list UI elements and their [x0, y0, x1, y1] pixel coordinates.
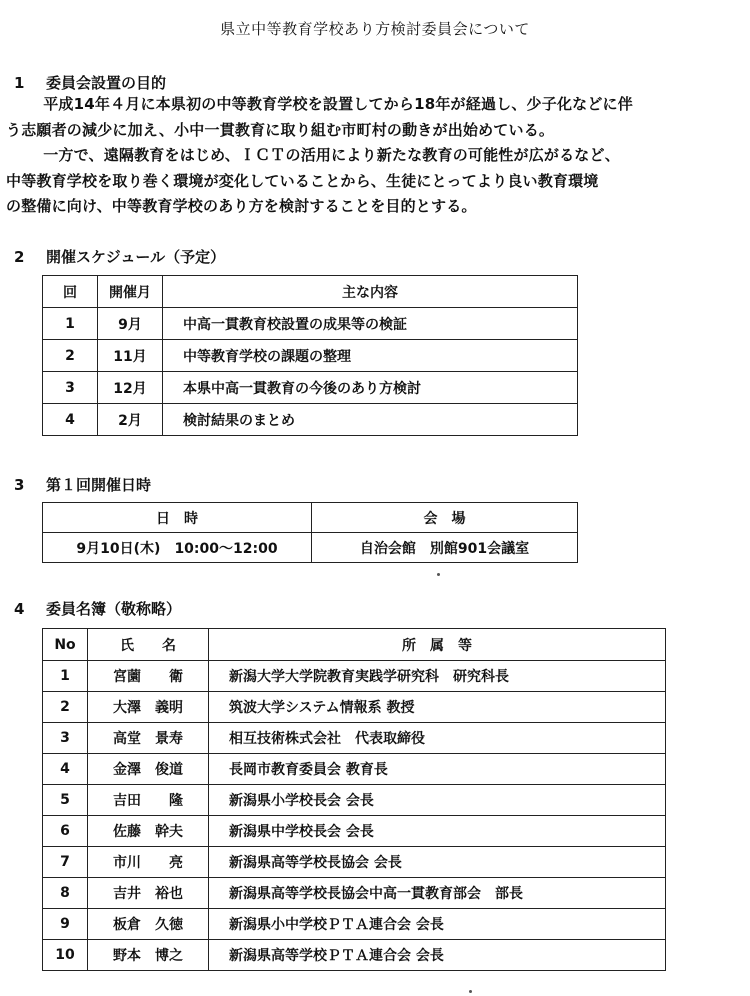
round-cell: 2: [43, 340, 98, 372]
section-title: 第１回開催日時: [46, 476, 152, 494]
no-cell: 3: [43, 723, 88, 754]
table-row: [43, 816, 666, 847]
name-cell: 市川 亮: [88, 847, 209, 878]
table-row: [43, 723, 666, 754]
no-cell: 9: [43, 909, 88, 940]
affiliation-cell: 新潟県中学校長会 会長: [209, 816, 666, 847]
header-cell: 回: [43, 276, 98, 308]
table-row: [43, 692, 666, 723]
section-title: 委員名簿（敬称略）: [46, 600, 182, 618]
name-cell: 大澤 義明: [88, 692, 209, 723]
meeting-table: [42, 502, 578, 563]
round-cell: 3: [43, 372, 98, 404]
table-row: [43, 785, 666, 816]
affiliation-cell: 新潟県高等学校長協会 会長: [209, 847, 666, 878]
month-cell: 2月: [98, 404, 163, 436]
section-title: 委員会設置の目的: [46, 74, 167, 92]
name-cell: 吉田 隆: [88, 785, 209, 816]
venue-cell: 自治会館 別館901会議室: [312, 533, 578, 563]
content-cell: 本県中高一貫教育の今後のあり方検討: [163, 372, 578, 404]
header-cell: 会 場: [312, 503, 578, 533]
section-3-heading: [14, 474, 151, 495]
affiliation-cell: 新潟県高等学校ＰＴＡ連合会 会長: [209, 940, 666, 971]
table-header-row: [43, 503, 578, 533]
purpose-line: 平成14年４月に本県初の中等教育学校を設置してから18年が経過し、少子化などに伴: [28, 95, 633, 113]
header-cell: 主な内容: [163, 276, 578, 308]
affiliation-cell: 新潟県小学校長会 会長: [209, 785, 666, 816]
section-1-heading: [14, 72, 166, 93]
affiliation-cell: 筑波大学システム情報系 教授: [209, 692, 666, 723]
section-4-heading: [14, 598, 181, 619]
document-title: 県立中等教育学校あり方検討委員会について: [220, 20, 530, 38]
round-cell: 4: [43, 404, 98, 436]
name-cell: 野本 博之: [88, 940, 209, 971]
month-cell: 12月: [98, 372, 163, 404]
section-title: 開催スケジュール（予定）: [46, 248, 226, 266]
table-row: [43, 340, 578, 372]
members-table: [42, 628, 666, 971]
no-cell: 10: [43, 940, 88, 971]
name-cell: 高堂 景寿: [88, 723, 209, 754]
affiliation-cell: 新潟県高等学校長協会中高一貫教育部会 部長: [209, 878, 666, 909]
month-cell: 9月: [98, 308, 163, 340]
content-cell: 検討結果のまとめ: [163, 404, 578, 436]
name-cell: 宮薗 衛: [88, 661, 209, 692]
name-cell: 金澤 俊道: [88, 754, 209, 785]
affiliation-cell: 新潟大学大学院教育実践学研究科 研究科長: [209, 661, 666, 692]
scan-speck: [469, 990, 472, 993]
table-row: [43, 909, 666, 940]
scan-speck: [437, 573, 440, 576]
section-number: 4: [14, 600, 25, 618]
no-cell: 4: [43, 754, 88, 785]
datetime-cell: 9月10日(木) 10:00～12:00: [43, 533, 312, 563]
no-cell: 5: [43, 785, 88, 816]
no-cell: 6: [43, 816, 88, 847]
section-number: 3: [14, 476, 25, 494]
header-cell: 所 属 等: [209, 629, 666, 661]
table-row: [43, 847, 666, 878]
no-cell: 2: [43, 692, 88, 723]
table-row: [43, 404, 578, 436]
no-cell: 8: [43, 878, 88, 909]
affiliation-cell: 長岡市教育委員会 教育長: [209, 754, 666, 785]
name-cell: 板倉 久徳: [88, 909, 209, 940]
section-2-heading: [14, 246, 225, 267]
affiliation-cell: 新潟県小中学校ＰＴＡ連合会 会長: [209, 909, 666, 940]
section-number: 2: [14, 248, 25, 266]
table-row: [43, 372, 578, 404]
no-cell: 1: [43, 661, 88, 692]
table-row: [43, 308, 578, 340]
round-cell: 1: [43, 308, 98, 340]
content-cell: 中等教育学校の課題の整理: [163, 340, 578, 372]
affiliation-cell: 相互技術株式会社 代表取締役: [209, 723, 666, 754]
header-cell: 開催月: [98, 276, 163, 308]
header-cell: No: [43, 629, 88, 661]
month-cell: 11月: [98, 340, 163, 372]
name-cell: 吉井 裕也: [88, 878, 209, 909]
table-row: [43, 878, 666, 909]
header-cell: 日 時: [43, 503, 312, 533]
no-cell: 7: [43, 847, 88, 878]
purpose-line: の整備に向け、中等教育学校のあり方を検討することを目的とする。: [6, 197, 477, 215]
purpose-line: 中等教育学校を取り巻く環境が変化していることから、生徒にとってより良い教育環境: [6, 171, 599, 190]
name-cell: 佐藤 幹夫: [88, 816, 209, 847]
purpose-line: う志願者の減少に加え、小中一貫教育に取り組む市町村の動きが出始めている。: [6, 120, 555, 139]
purpose-line: 一方で、遠隔教育をはじめ、ＩＣＴの活用により新たな教育の可能性が広がるなど、: [28, 146, 620, 164]
purpose-paragraph: [6, 92, 728, 220]
table-row: [43, 754, 666, 785]
table-row: [43, 533, 578, 563]
section-number: 1: [14, 74, 25, 92]
table-row: [43, 940, 666, 971]
table-header-row: [43, 629, 666, 661]
header-cell: 氏 名: [88, 629, 209, 661]
table-header-row: [43, 276, 578, 308]
table-row: [43, 661, 666, 692]
schedule-table: [42, 275, 578, 436]
content-cell: 中高一貫教育校設置の成果等の検証: [163, 308, 578, 340]
